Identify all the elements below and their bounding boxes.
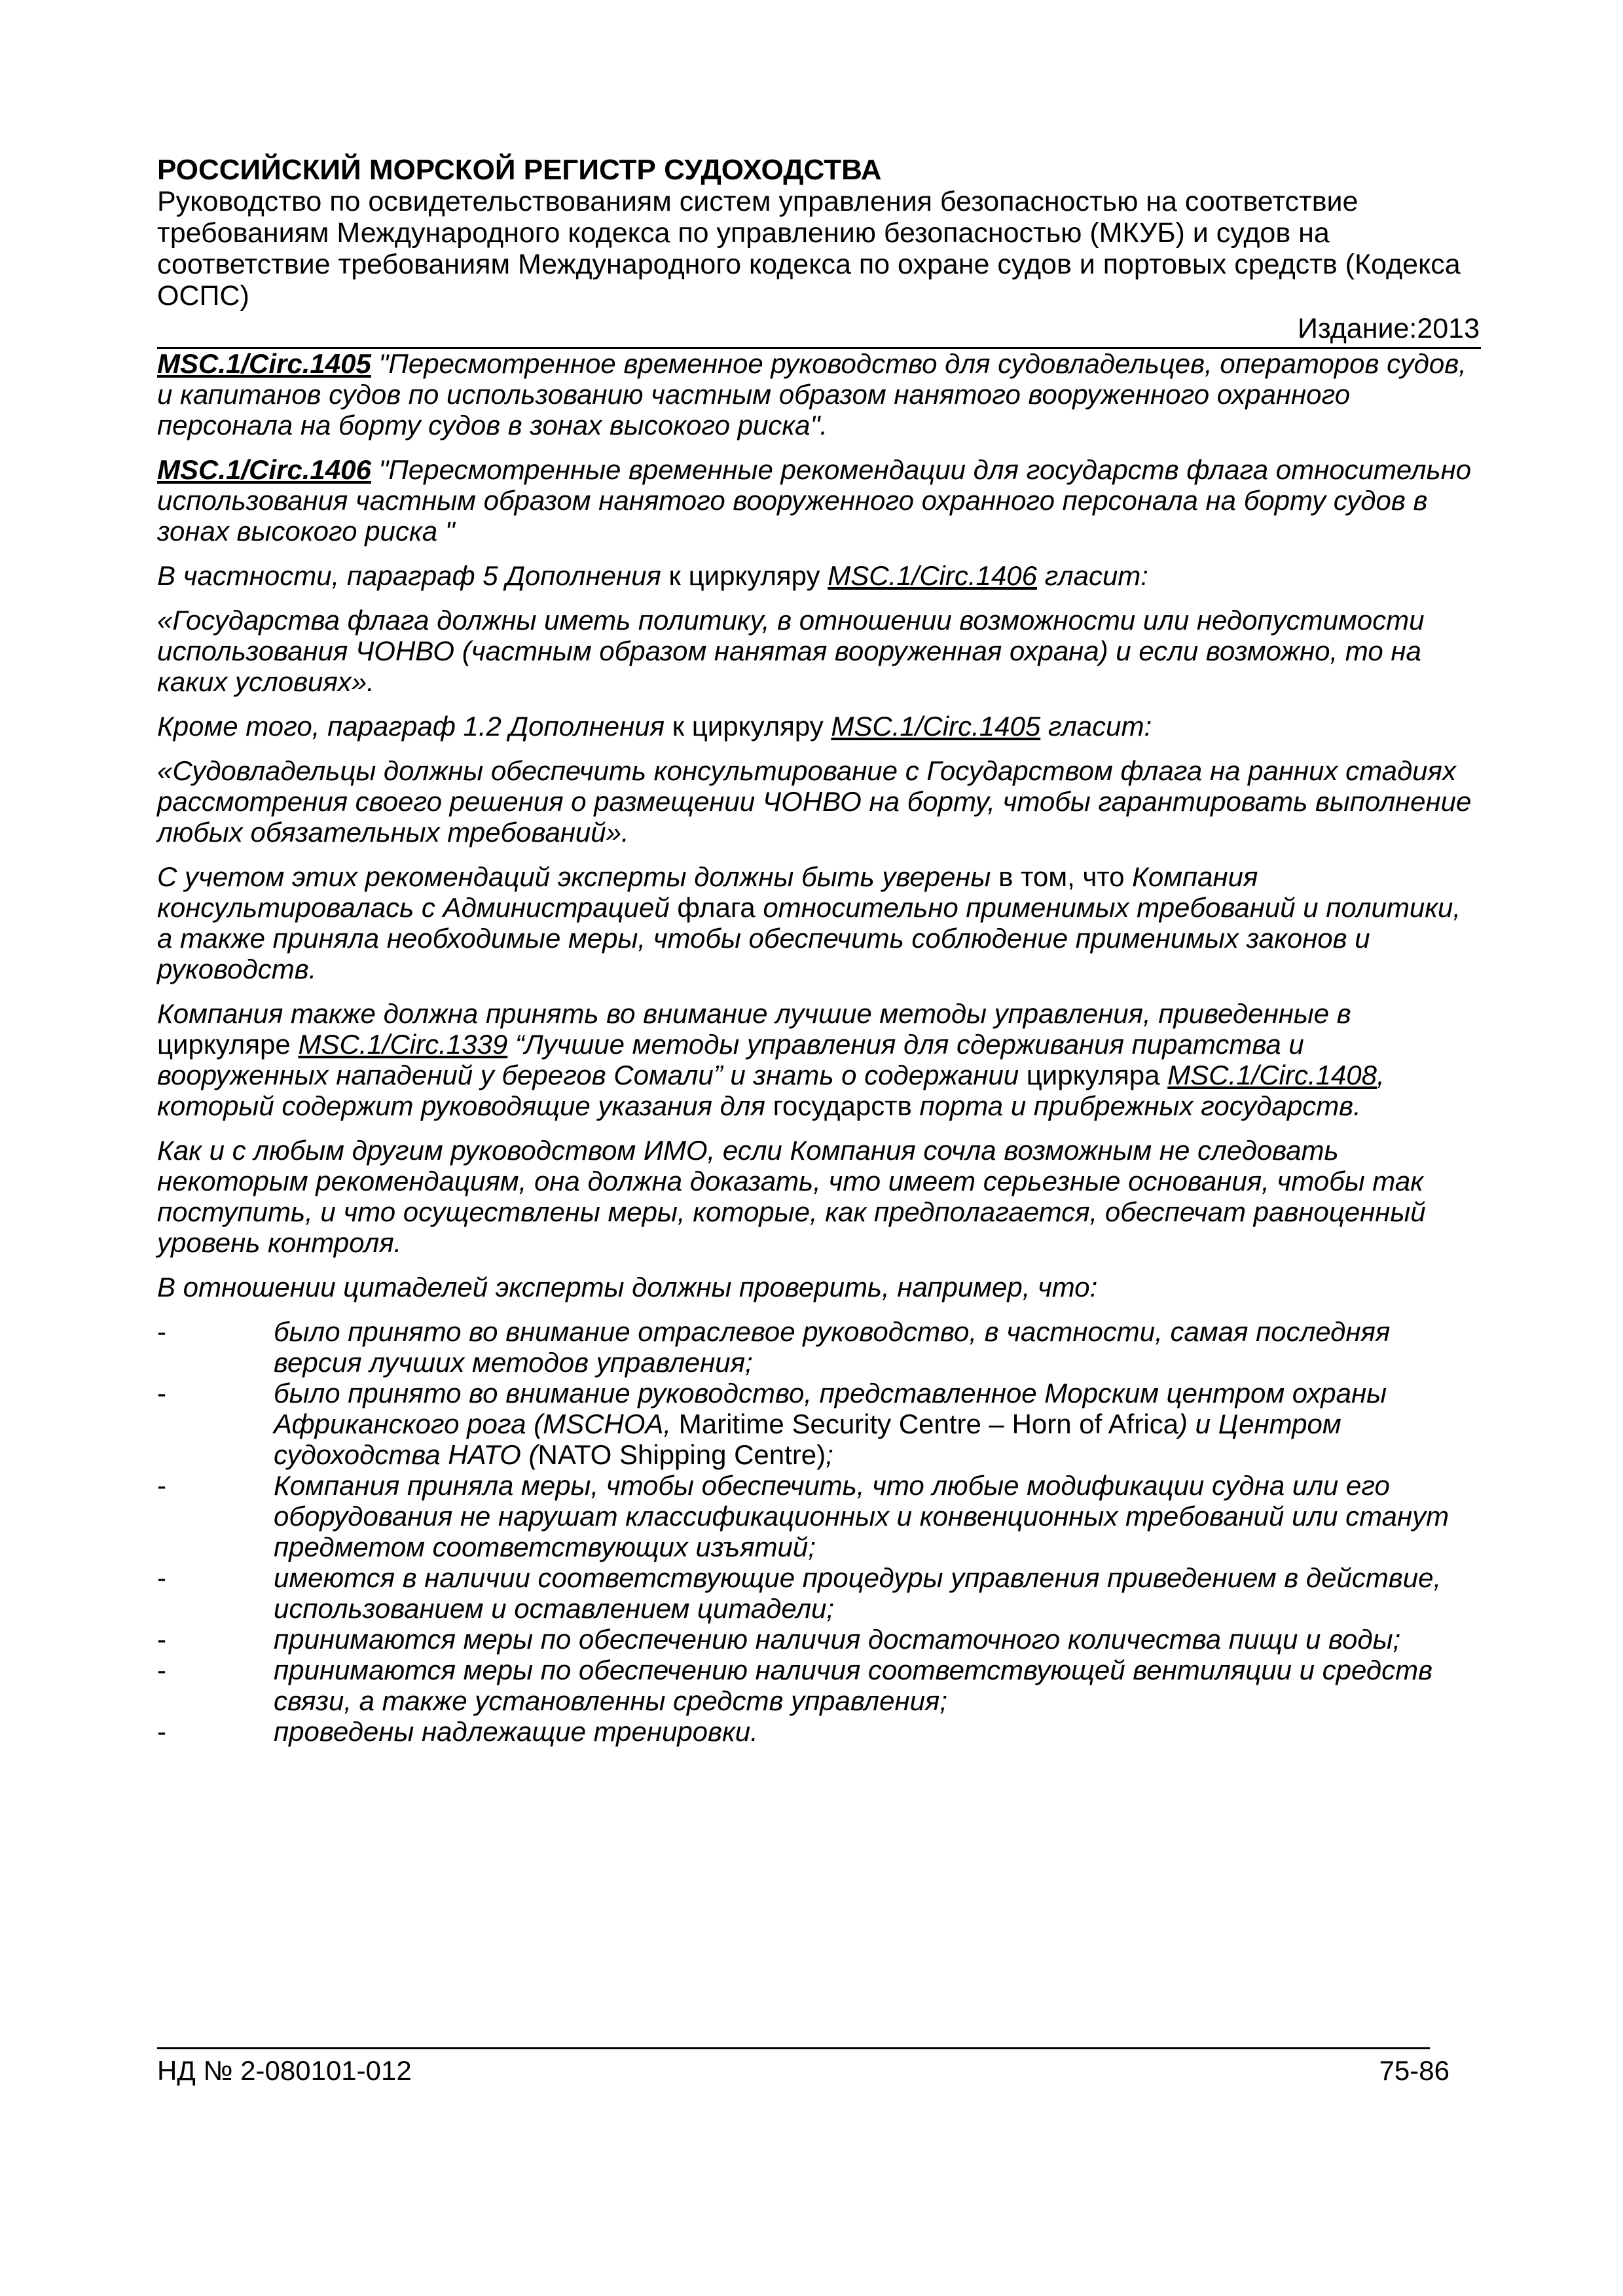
bullet-dash: - <box>157 1562 166 1593</box>
paragraph-text: флага <box>677 892 756 923</box>
paragraph-text: гласит: <box>1040 711 1152 742</box>
paragraph-text: гласит: <box>1036 560 1148 591</box>
list-item <box>157 1470 1480 1562</box>
edition-label: Издание:2013 <box>1298 313 1480 344</box>
bullet-dash: - <box>157 1470 166 1501</box>
document-number: НД № 2-080101-012 <box>157 2055 412 2086</box>
paragraph-text <box>824 711 831 742</box>
paragraph-text: В частности, параграф 5 Дополнения <box>157 560 669 591</box>
circular-link[interactable]: MSC.1/Circ.1405 <box>831 711 1041 742</box>
paragraph <box>157 454 1480 547</box>
bullet-dash: - <box>157 1655 166 1685</box>
citadel-checklist <box>157 1316 1480 1747</box>
list-item-text: ) и Центром судоходства НАТО ( <box>274 1408 1341 1470</box>
list-item-text: проведены надлежащие тренировки. <box>274 1716 758 1747</box>
paragraph-text: порта и прибрежных государств. <box>911 1090 1361 1121</box>
list-item-text: ; <box>826 1439 833 1470</box>
quote-paragraph: «Судовладельцы должны обеспечить консультирование с Государством флага на ранних стадиях рассмотрения своего решения о размещении ЧОНВО на борту, чтобы гарантировать выполнение любых обязательных требований». <box>157 755 1472 848</box>
circular-link[interactable]: MSC.1/Circ.1408 <box>1167 1060 1377 1090</box>
page-number: 75-86 <box>1379 2055 1450 2086</box>
paragraph-text: , который содержит руководящие указания для <box>157 1060 1385 1121</box>
list-item <box>157 1316 1480 1378</box>
circular-reference: MSC.1/Circ.1405 <box>157 348 371 379</box>
paragraph-text: к циркуляру <box>672 711 824 742</box>
paragraph <box>157 560 1480 591</box>
footer-divider <box>157 2047 1430 2049</box>
document-title: Руководство по освидетельствованиям систем управления безопасностью на соответствие требованиям Международного кодекса по управлению безопасностью (МКУБ) и судов на соответствие требованиям Международного кодекса по охране судов и портовых средств (Кодекса ОСПС) <box>157 186 1461 312</box>
paragraph-text: "Пересмотренные временные рекомендации для государств флага относительно использования частным образом нанятого вооруженного охранного персонала на борту судов в зонах высокого риска " <box>157 454 1472 547</box>
bullet-dash: - <box>157 1378 166 1408</box>
paragraph: В отношении цитаделей эксперты должны проверить, например, что: <box>157 1272 1098 1302</box>
paragraph-text: Кроме того, параграф 1.2 Дополнения <box>157 711 672 742</box>
bullet-dash: - <box>157 1316 166 1347</box>
circular-link[interactable]: MSC.1/Circ.1406 <box>828 560 1037 591</box>
bullet-dash: - <box>157 1716 166 1747</box>
paragraph-text <box>1160 1060 1168 1090</box>
list-item-text: Maritime Security Centre – Horn of Africa <box>678 1408 1179 1439</box>
bullet-dash: - <box>157 1624 166 1655</box>
paragraph-text: циркуляре <box>157 1029 291 1060</box>
list-item <box>157 1562 1480 1624</box>
paragraph-text: к циркуляру <box>668 560 820 591</box>
paragraph-text <box>291 1029 299 1060</box>
main-content <box>157 348 1480 1747</box>
paragraph: Как и с любым другим руководством ИМО, если Компания сочла возможным не следовать некоторым рекомендациям, она должна доказать, что имеет серьезные основания, чтобы так поступить, и что осуществлены меры, которые, как предполагается, обеспечат равноценный уровень контроля. <box>157 1135 1426 1258</box>
list-item-text: было принято во внимание отраслевое руководство, в частности, самая последняя версия лучших методов управления; <box>274 1316 1391 1378</box>
paragraph <box>157 998 1480 1121</box>
paragraph-text: циркуляра <box>1026 1060 1160 1090</box>
paragraph-text: Компания консультировалась с Администрацией <box>157 861 1258 923</box>
list-item-text: Компания приняла меры, чтобы обеспечить, что любые модификации судна или его оборудования не нарушат классификационных и конвенционных требований или станут предметом соответствующих изъятий; <box>274 1470 1450 1562</box>
list-item <box>157 1655 1480 1716</box>
paragraph-text: С учетом этих рекомендаций эксперты должны быть уверены <box>157 861 991 892</box>
paragraph-text <box>820 560 828 591</box>
list-item <box>157 1624 1480 1655</box>
list-item-text: принимаются меры по обеспечению наличия соответствующей вентиляции и средств связи, а также установленны средств управления; <box>274 1655 1432 1716</box>
list-item-text: NATO Shipping Centre) <box>538 1439 826 1470</box>
circular-link[interactable]: MSC.1/Circ.1339 <box>298 1029 508 1060</box>
paragraph <box>157 861 1480 984</box>
list-item <box>157 1378 1480 1470</box>
paragraph-text: государств <box>773 1090 912 1121</box>
circular-reference: MSC.1/Circ.1406 <box>157 454 371 485</box>
paragraph-text: в том, что <box>991 861 1133 892</box>
paragraph-text: "Пересмотренное временное руководство для судовладельцев, операторов судов, и капитанов судов по использованию частным образом нанятого вооруженного охранного персонала на борту судов в зонах высокого риска". <box>157 348 1467 440</box>
list-item-text: имеются в наличии соответствующие процедуры управления приведением в действие, использованием и оставлением цитадели; <box>274 1562 1442 1624</box>
list-item <box>157 1716 1480 1747</box>
list-item-text: принимаются меры по обеспечению наличия достаточного количества пищи и воды; <box>274 1624 1401 1655</box>
document-header <box>157 154 1480 312</box>
organization-name: РОССИЙСКИЙ МОРСКОЙ РЕГИСТР СУДОХОДСТВА <box>157 154 882 186</box>
paragraph <box>157 711 1480 742</box>
list-item-text: было принято во внимание руководство, представленное Морским центром охраны Африканского рога (MSCHOA, <box>274 1378 1387 1439</box>
paragraph <box>157 348 1480 440</box>
paragraph-text: относительно применимых требований и политики, а также приняла необходимые меры, чтобы обеспечить соблюдение применимых законов и руководств. <box>157 892 1461 984</box>
paragraph-text: Компания также должна принять во внимание лучшие методы управления, приведенные в <box>157 998 1351 1029</box>
paragraph-text: “Лучшие методы управления для сдерживания пиратства и вооруженных нападений у берегов Сомали” и знать о содержании <box>157 1029 1304 1090</box>
quote-paragraph: «Государства флага должны иметь политику, в отношении возможности или недопустимости использования ЧОНВО (частным образом нанятая вооруженная охрана) и если возможно, то на каких условиях». <box>157 605 1425 697</box>
